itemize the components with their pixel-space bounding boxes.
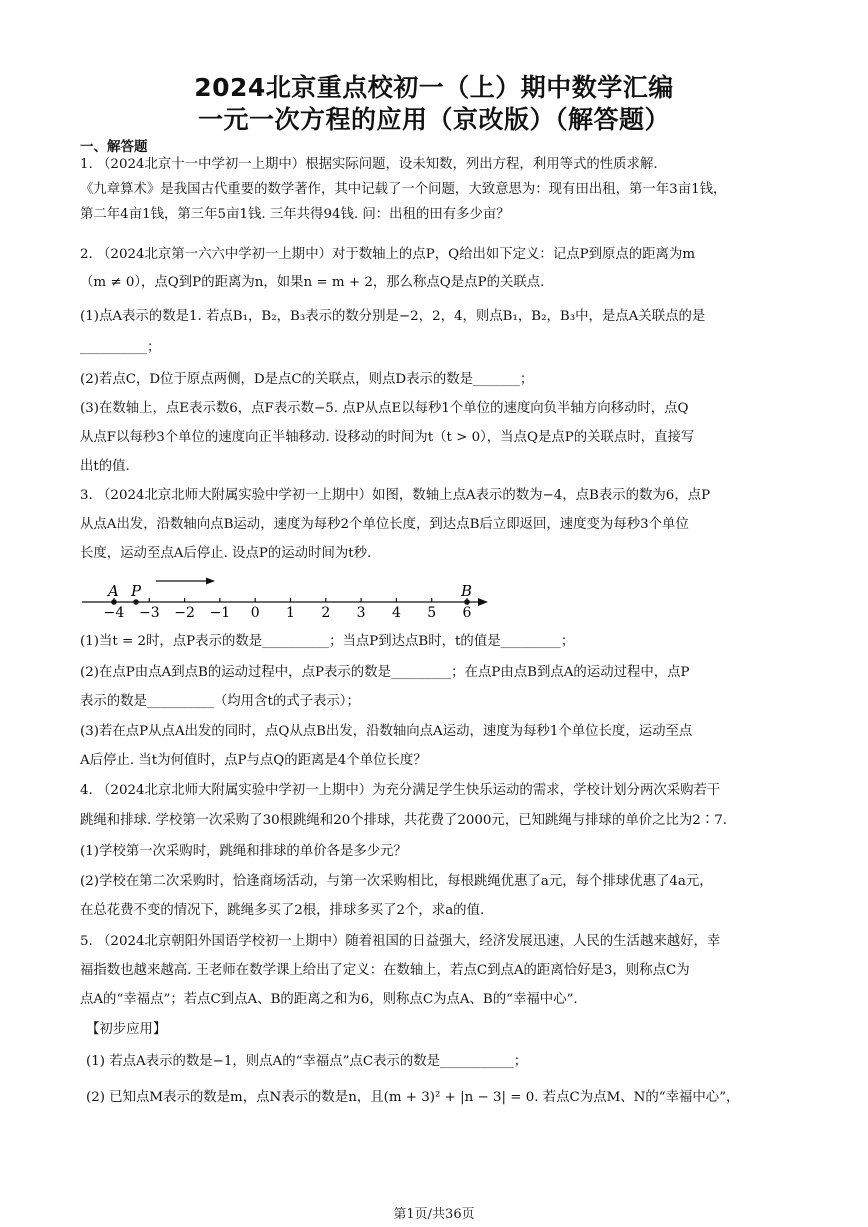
q3-part2-line-1: (2)在点P由点A到点B的运动过程中，点P表示的数是_________；在点P由点B到点A的运动过程中，点P [80, 665, 690, 680]
q3-line-2: 从点A出发，沿数轴向点B运动，速度为每秒2个单位长度，到达点B后立即返回，速度变为每秒3个单位 [80, 517, 689, 532]
q1-line-1: 1. （2024北京十一中学初一上期中）根据实际问题，设未知数，列出方程，利用等式的性质求解. [80, 157, 658, 172]
tick-label: 2 [321, 605, 331, 621]
q2-line-1: 2. （2024北京第一六六中学初一上期中）对于数轴上的点P，Q给出如下定义：记点P到原点的距离为m [80, 247, 696, 262]
tick-label: −1 [209, 605, 231, 621]
tick-label: 3 [356, 605, 366, 621]
q4-line-1: 4. （2024北京北师大附属实验中学初一上期中）为充分满足学生快乐运动的需求，学校计划分两次采购若干 [80, 783, 721, 798]
q3-line-1: 3. （2024北京北师大附属实验中学初一上期中）如图，数轴上点A表示的数为−4，点B表示的数为6，点P [80, 488, 711, 503]
label-a: A [108, 582, 119, 600]
q2-part3-line-3: 出t的值. [80, 459, 130, 474]
q4-part2-line-1: (2)学校在第二次采购时，恰逢商场活动，与第一次采购相比，每根跳绳优惠了a元，每个排球优惠了4a元， [80, 874, 713, 889]
number-line-figure [78, 571, 498, 621]
q4-line-2: 跳绳和排球. 学校第一次采购了30根跳绳和20个排球，共花费了2000元，已知跳绳与排球的单价之比为2∶7. [80, 813, 727, 828]
tick-label: 6 [462, 605, 472, 621]
q1-line-3: 第二年4亩1钱，第三年5亩1钱. 三年共得94钱. 问：出租的田有多少亩？ [80, 207, 510, 222]
q3-part1-line: (1)当t = 2时，点P表示的数是__________；当点P到达点B时，t的值是_________； [80, 634, 575, 649]
q2-part3-line-2: 从点F以每秒3个单位的速度向正半轴移动. 设移动的时间为t（t > 0），当点Q是点P的关联点时，直接写 [80, 430, 695, 445]
tick-label: 5 [427, 605, 437, 621]
point-b-dot [464, 599, 470, 605]
q3-part2-line-2: 表示的数是__________（均用含t的式子表示）； [80, 694, 360, 709]
page-subtitle: 一元一次方程的应用（京改版）（解答题） [197, 105, 670, 134]
tick-label: 1 [286, 605, 295, 621]
q2-line-2: （m ≠ 0），点Q到P的距离为n，如果n = m + 2，那么称点Q是点P的关联点. [80, 275, 545, 290]
axis-arrowhead [478, 598, 488, 606]
q5-line-2: 福指数也越来越高. 王老师在数学课上给出了定义：在数轴上，若点C到点A的距离恰好是3，则称点C为 [80, 963, 690, 978]
motion-arrowhead [206, 578, 215, 585]
q2-part3-line-1: (3)在数轴上，点E表示数6，点F表示数−5. 点P从点E以每秒1个单位的速度向负半轴方向移动时，点Q [80, 401, 689, 416]
point-p-dot [133, 599, 139, 605]
page-title: 2024北京重点校初一（上）期中数学汇编 [194, 73, 674, 102]
q1-line-2: 《九章算术》是我国古代重要的数学著作，其中记载了一个问题，大致意思为：现有田出租，第一年3亩1钱， [80, 182, 727, 197]
point-a-dot [111, 599, 117, 605]
q3-part3-line-2: A后停止. 当t为何值时，点P与点Q的距离是4个单位长度？ [80, 753, 427, 768]
section-heading: 一、解答题 [80, 139, 148, 155]
q3-part3-line-1: (3)若在点P从点A出发的同时，点Q从点B出发，沿数轴向点A运动，速度为每秒1个单位长度，运动至点 [80, 724, 693, 739]
q2-part1-blank: __________； [80, 340, 161, 355]
tick-label: 0 [250, 605, 260, 621]
page-footer: 第1页/共36页 [393, 1207, 475, 1222]
q4-part1-line: (1)学校第一次采购时，跳绳和排球的单价各是多少元？ [80, 844, 407, 859]
q5-line-1: 5. （2024北京朝阳外国语学校初一上期中）随着祖国的日益强大，经济发展迅速，人民的生活越来越好，幸 [80, 934, 721, 949]
tick-label: −4 [103, 605, 125, 621]
q5-part2-line: (2) 已知点M表示的数是m，点N表示的数是n，且(m + 3)² + |n − 3| = 0. 若点C为点M、N的“幸福中心”， [86, 1090, 740, 1105]
q5-subheading: 【初步应用】 [86, 1022, 167, 1037]
tick-label: −3 [138, 605, 160, 621]
q5-part1-line: (1) 若点A表示的数是−1，则点A的“幸福点”点C表示的数是___________； [86, 1054, 528, 1069]
label-p: P [131, 582, 142, 600]
tick-label: −2 [174, 605, 195, 621]
q4-part2-line-2: 在总花费不变的情况下，跳绳多买了2根，排球多买了2个，求a的值. [80, 903, 485, 918]
q2-part2-line: (2)若点C，D位于原点两侧，D是点C的关联点，则点D表示的数是_______； [80, 372, 534, 387]
label-b: B [461, 582, 473, 600]
tick-label: 4 [391, 605, 401, 621]
q3-line-3: 长度，运动至点A后停止. 设点P的运动时间为t秒. [80, 546, 372, 561]
q5-line-3: 点A的“幸福点”；若点C到点A、B的距离之和为6，则称点C为点A、B的“幸福中心”. [80, 992, 578, 1007]
q2-part1-line: (1)点A表示的数是1. 若点B₁，B₂，B₃表示的数分别是−2，2，4，则点B₁，B₂，B₃中，是点A关联点的是 [80, 309, 706, 324]
